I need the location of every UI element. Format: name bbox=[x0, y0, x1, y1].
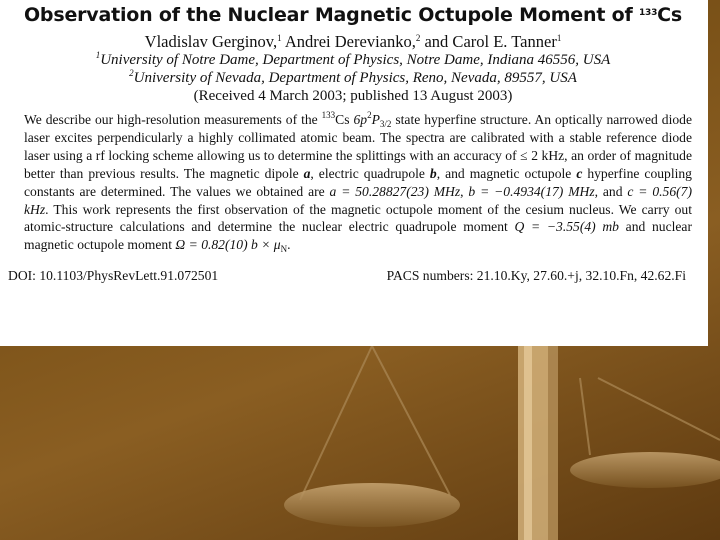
abstract-text: We describe our high-resolution measurements of the $^{133}$Cs $6p^2P_{3/2}$ state hyperfine structure. An optically narrowed diode laser excites perpendicularly a highly collimated atomic beam. The spectra are calibrated with a stable reference diode laser using a rf locking scheme allowing us to determine the splittings with an accuracy of ≤ 2 kHz, an order of magnitude better than previous results. The magnetic dipole a, electric quadrupole b, and magnetic octupole c hyperfine coupling constants are determined. The values we obtained are a = 50.28827(23) MHz, b = −0.4934(17) MHz, and c = 0.56(7) kHz. This work represents the first observation of the magnetic octupole moment of the cesium nucleus. We carry out atomic-structure calculations and determine the nuclear electric quadrupole moment Q = −3.55(4) mb and nuclear magnetic octupole moment Ω = 0.82(10) $b \times \mu_N$. bbox=[24, 110, 692, 255]
left-scale-pan bbox=[284, 483, 460, 527]
pacs-numbers: PACS numbers: 21.10.Ky, 27.60.+j, 32.10.Fn, 42.62.Fi bbox=[386, 268, 686, 284]
author-list: Vladislav Gerginov,$^1$ Andrei Derevianko,$^2$ and Carol E. Tanner$^1$ bbox=[144, 32, 562, 51]
doi-text: DOI: 10.1103/PhysRevLett.91.072501 bbox=[8, 268, 219, 284]
received-dates: (Received 4 March 2003; published 13 August 2003) bbox=[193, 88, 513, 104]
affiliation-2: $^2$University of Nevada, Department of Physics, Reno, Nevada, 89557, USA bbox=[129, 68, 577, 86]
right-pan-chains bbox=[580, 378, 720, 455]
paper-title: Observation of the Nuclear Magnetic Octupole Moment of $^{133}$Cs bbox=[23, 4, 682, 26]
left-pan-chains bbox=[300, 346, 450, 500]
right-scale-pan bbox=[570, 452, 720, 488]
affiliation-1: $^1$University of Notre Dame, Department of Physics, Notre Dame, Indiana 46556, USA bbox=[95, 50, 611, 68]
paper-footer bbox=[8, 268, 686, 284]
